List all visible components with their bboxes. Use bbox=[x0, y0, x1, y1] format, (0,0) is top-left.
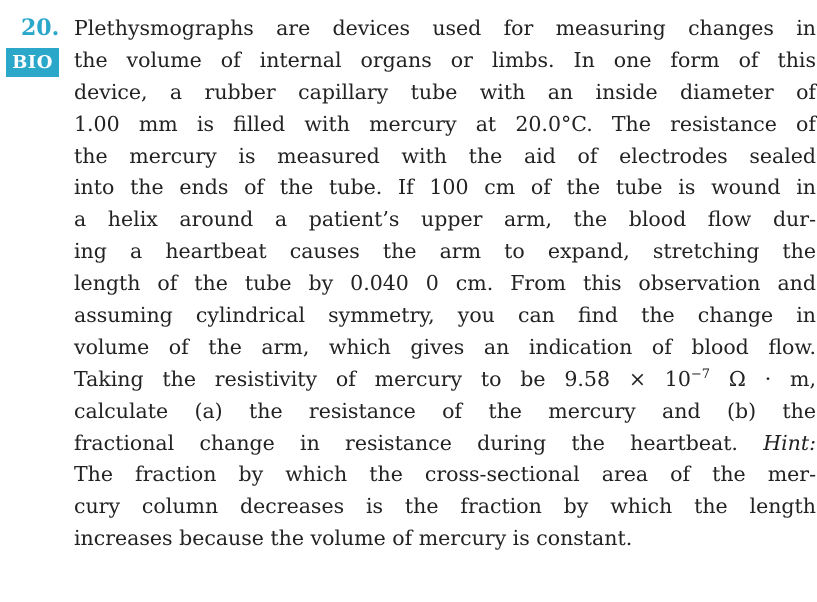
problem-line: calculate (a) the resistance of the mercury and (b) the bbox=[74, 398, 816, 423]
problem-line: into the ends of the tube. If 100 cm of the tube is wound in bbox=[74, 175, 816, 200]
problem-line: increases because the volume of mercury is constant. bbox=[74, 526, 633, 551]
problem-line: The fraction by which the cross-sectional area of the mer- bbox=[74, 462, 816, 487]
bio-badge: BIO bbox=[6, 48, 59, 77]
problem-line: 1.00 mm is filled with mercury at 20.0°C. The resistance of bbox=[74, 111, 816, 136]
problem-line: length of the tube by 0.040 0 cm. From this observation and bbox=[74, 271, 816, 296]
problem-line: volume of the arm, which gives an indication of blood flow. bbox=[74, 334, 816, 359]
problem-line: the volume of internal organs or limbs. In one form of this bbox=[74, 47, 816, 72]
hint-label: Hint: bbox=[763, 430, 816, 455]
problem-line-hint bbox=[74, 428, 816, 460]
problem-line: cury column decreases is the fraction by which the length bbox=[74, 494, 816, 519]
problem-line: assuming cylindrical symmetry, you can find the change in bbox=[74, 303, 816, 328]
resistivity-text: Taking the resistivity of mercury to be 9.58 × 10 bbox=[74, 366, 691, 391]
resistivity-unit: Ω · m, bbox=[710, 366, 816, 391]
problem-line: a helix around a patient’s upper arm, the blood flow dur- bbox=[74, 207, 816, 232]
problem-number: 20. bbox=[21, 15, 60, 41]
hint-preamble: fractional change in resistance during the heartbeat. bbox=[74, 430, 738, 455]
resistivity-exponent: −7 bbox=[690, 366, 711, 382]
problem-line: device, a rubber capillary tube with an inside diameter of bbox=[74, 79, 816, 104]
problem-text bbox=[74, 13, 816, 555]
problem-line: Plethysmographs are devices used for measuring changes in bbox=[74, 16, 816, 40]
problem-line-resistivity bbox=[74, 364, 816, 396]
problem-line: ing a heartbeat causes the arm to expand, stretching the bbox=[74, 239, 816, 264]
problem-line: the mercury is measured with the aid of electrodes sealed bbox=[74, 143, 816, 168]
